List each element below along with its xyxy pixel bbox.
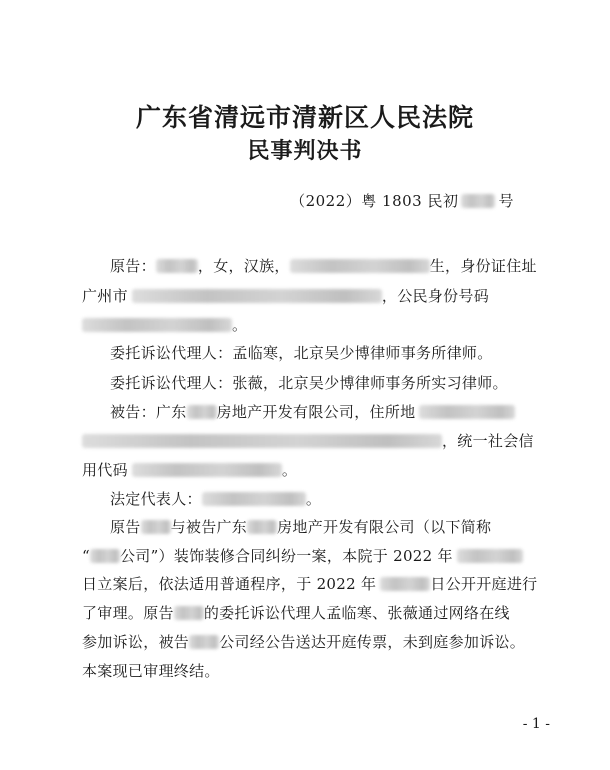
legal-rep-line bbox=[110, 488, 321, 509]
text: 日公开开庭进行 bbox=[430, 575, 538, 593]
redacted-id-number bbox=[82, 318, 232, 332]
text: 的委托诉讼代理人孟临寒、张薇通过网络在线 bbox=[203, 604, 510, 622]
redacted-name bbox=[141, 520, 171, 534]
redacted-company bbox=[187, 405, 217, 419]
redacted-birthdate bbox=[290, 259, 430, 273]
redacted-date bbox=[380, 577, 430, 591]
case-number-prefix: （2022）粤 1803 民初 bbox=[290, 192, 459, 210]
redacted-name bbox=[156, 259, 198, 273]
text: 公司”）装饰装修合同纠纷一案，本院于 2022 年 bbox=[119, 547, 453, 565]
redacted-name bbox=[202, 492, 306, 506]
text: 参加诉讼，被告 bbox=[82, 633, 190, 651]
text: 了审理。原告 bbox=[82, 604, 174, 622]
text: 被告：广东 bbox=[110, 403, 187, 421]
text: 房地产开发有限公司（以下简称 bbox=[277, 518, 492, 536]
case-line-2 bbox=[82, 545, 523, 566]
text: 。 bbox=[232, 316, 248, 334]
defendant-line-3 bbox=[82, 459, 297, 480]
case-line-1 bbox=[110, 516, 491, 537]
redacted-address bbox=[132, 289, 382, 303]
text: “ bbox=[82, 547, 90, 565]
redacted-address bbox=[419, 405, 515, 419]
redacted-address bbox=[82, 434, 442, 448]
redacted-company bbox=[189, 635, 219, 649]
text: 用代码 bbox=[82, 461, 128, 479]
text: 法定代表人： bbox=[110, 490, 202, 508]
plaintiff-line-1 bbox=[110, 255, 537, 276]
text: ，统一社会信 bbox=[442, 432, 534, 450]
text: 公司经公告送达开庭传票，未到庭参加诉讼。 bbox=[219, 633, 526, 651]
text: 原告： bbox=[110, 257, 156, 275]
text: 原告 bbox=[110, 518, 141, 536]
case-line-5 bbox=[82, 631, 525, 652]
court-name: 广东省清远市清新区人民法院 bbox=[135, 103, 474, 132]
defendant-line-2 bbox=[82, 430, 534, 451]
page-number: - 1 - bbox=[522, 716, 550, 732]
text: 。 bbox=[281, 461, 298, 479]
redacted-company bbox=[247, 520, 277, 534]
text: 。 bbox=[305, 490, 322, 508]
defendant-line-1 bbox=[110, 401, 515, 422]
plaintiff-line-2 bbox=[82, 285, 489, 306]
redacted-date bbox=[457, 549, 523, 563]
case-line-6: 本案现已审理终结。 bbox=[82, 662, 220, 680]
redacted-credit-code bbox=[132, 463, 282, 477]
text: 生，身份证住址 bbox=[429, 257, 537, 275]
case-number bbox=[290, 190, 514, 211]
plaintiff-line-3 bbox=[82, 314, 247, 335]
redacted-case-id bbox=[461, 194, 495, 208]
text: ，女，汉族， bbox=[197, 257, 290, 275]
redacted-company bbox=[90, 549, 120, 563]
case-line-4 bbox=[82, 602, 510, 623]
text: 与被告广东 bbox=[170, 518, 248, 536]
redacted-name bbox=[174, 606, 204, 620]
agent-line-2: 委托诉讼代理人：张薇，北京吴少博律师事务所实习律师。 bbox=[110, 374, 508, 392]
text: 房地产开发有限公司，住所地 bbox=[216, 403, 416, 421]
case-line-3 bbox=[82, 573, 537, 594]
text: 广州市 bbox=[82, 287, 128, 305]
text: ，公民身份号码 bbox=[381, 287, 490, 305]
document-type: 民事判决书 bbox=[247, 138, 363, 164]
text: 日立案后，依法适用普通程序，于 2022 年 bbox=[82, 575, 377, 593]
agent-line-1: 委托诉讼代理人：孟临寒，北京吴少博律师事务所律师。 bbox=[110, 344, 493, 362]
case-number-suffix: 号 bbox=[498, 192, 514, 210]
